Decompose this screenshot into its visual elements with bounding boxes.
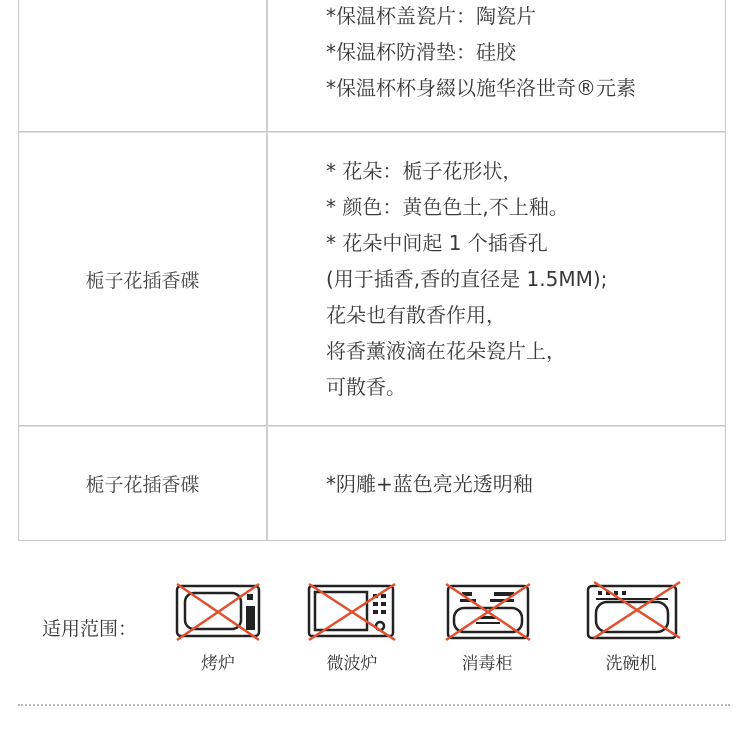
- table-row: [19, 426, 725, 540]
- appliance-name: 微波炉: [326, 654, 378, 674]
- row-detail-cell: [268, 0, 725, 131]
- table-row: [19, 0, 725, 132]
- detail-line: 可散香。: [326, 375, 406, 399]
- row-detail-cell: [268, 133, 725, 425]
- detail-line: * 花朵：栀子花形状，: [326, 159, 523, 183]
- detail-line: (用于插香,香的直径是 1.5MM);: [326, 267, 608, 291]
- bottom-divider: [18, 704, 730, 706]
- detail-line: * 颜色：黄色色土,不上釉。: [326, 195, 569, 219]
- row-name-cell: 栀子花插香碟: [19, 427, 268, 540]
- detail-line: *保温杯杯身綴以施华洛世奇®元素: [326, 76, 636, 100]
- row-name-cell: 栀子花插香碟: [19, 133, 268, 425]
- appliance-microwave: [297, 578, 407, 674]
- usage-section: [0, 578, 750, 678]
- detail-line: *保温杯防滑垫：硅胶: [326, 40, 516, 64]
- appliance-name: 烤炉: [201, 654, 235, 674]
- usage-label: 适用范围：: [42, 618, 138, 640]
- detail-line: 花朵也有散香作用，: [326, 303, 506, 327]
- microwave-crossed-icon: [297, 578, 407, 646]
- detail-line: 将香薰液滴在花朵瓷片上，: [326, 339, 566, 363]
- row-detail-cell: [268, 427, 725, 540]
- appliance-name: 消毒柜: [461, 654, 513, 674]
- sterilizer-crossed-icon: [432, 578, 542, 646]
- detail-line: *阴雕+蓝色亮光透明釉: [326, 471, 533, 496]
- detail-line: *保温杯盖瓷片：陶瓷片: [326, 4, 536, 28]
- table-row: [19, 132, 725, 426]
- appliance-name: 洗碗机: [605, 654, 657, 674]
- detail-line: * 花朵中间起 1 个插香孔: [326, 231, 548, 255]
- row-name-cell: [19, 0, 268, 131]
- dishwasher-crossed-icon: [576, 578, 686, 646]
- spec-table: [18, 0, 726, 541]
- appliance-oven: [163, 578, 273, 674]
- appliance-dishwasher: [576, 578, 686, 674]
- appliance-sterilizer: [432, 578, 542, 674]
- oven-crossed-icon: [163, 578, 273, 646]
